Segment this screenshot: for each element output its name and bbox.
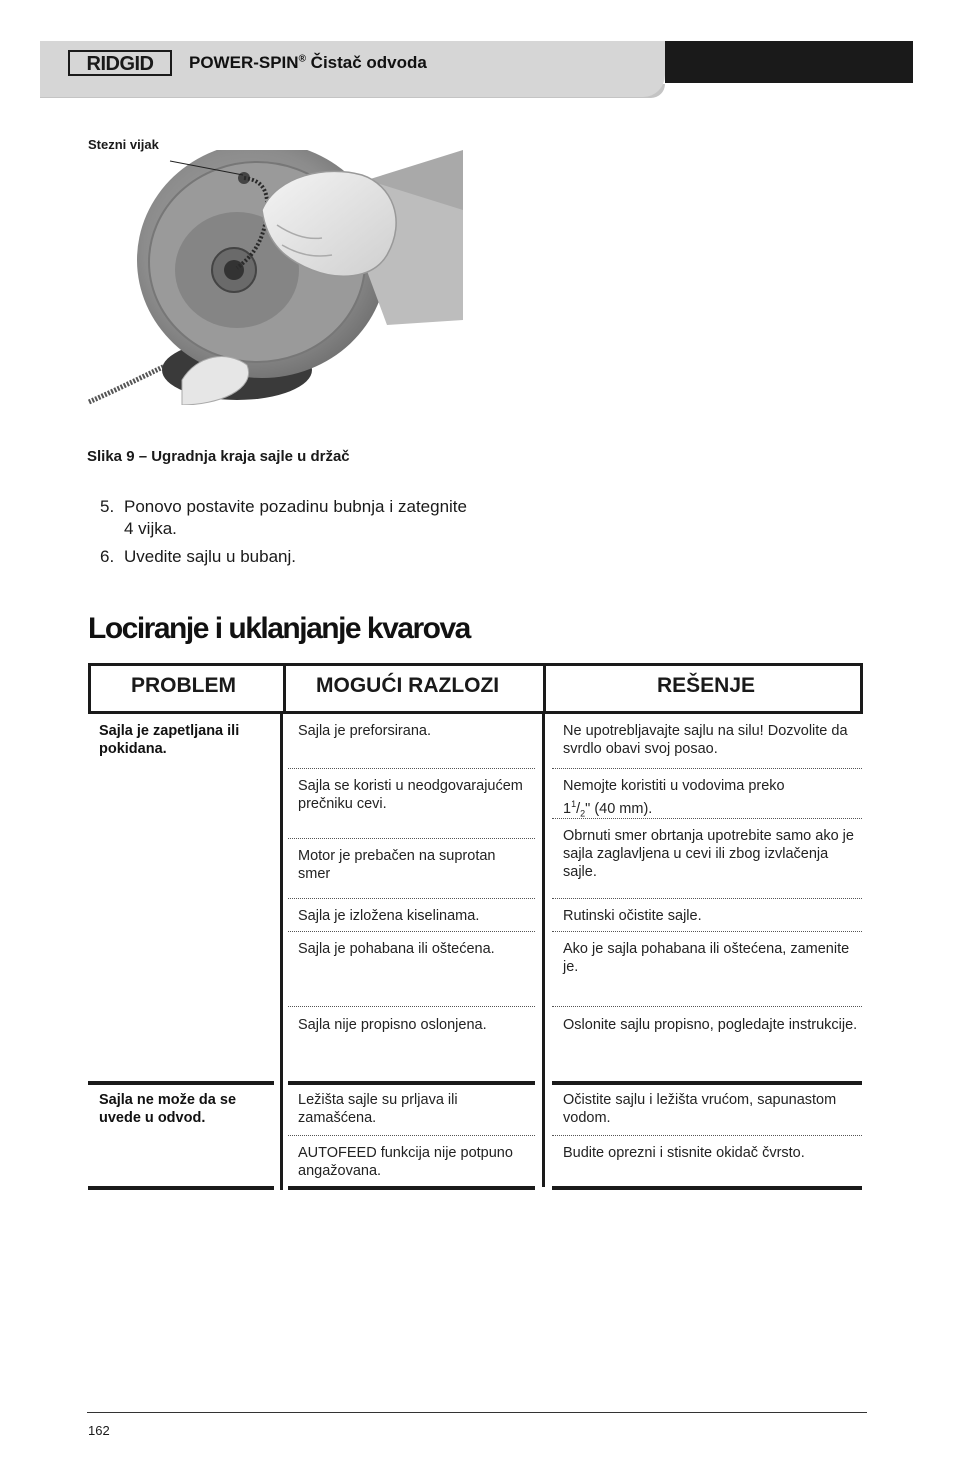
step-item: 5. Ponovo postavite pozadinu bubnja i zategnite 4 vijka. [100,497,467,538]
cause-cell: Sajla je izložena kiselinama. [298,908,480,924]
table-header [88,663,863,714]
row-divider [288,1135,535,1136]
page-number: 162 [88,1423,110,1438]
header-causes: MOGUĆI RAZLOZI [316,674,500,697]
table-bottom-line [552,1186,862,1190]
row-divider [288,1006,535,1007]
section-title: Lociranje i uklanjanje kvarova [88,612,470,645]
solution-cell: Ako je sajla pohabana ili oštećena, zamenite je. [563,941,850,975]
figure-label-stezni-vijak: Stezni vijak [88,137,159,152]
row-divider [288,838,535,839]
table-bottom-line [288,1186,535,1190]
cause-cell: AUTOFEED funkcija nije potpuno angažovana. [298,1145,513,1179]
group-divider [552,1081,862,1085]
header-solution: REŠENJE [657,674,756,697]
solution-cell: Ne upotrebljavajte sajlu na silu! Dozvolite da svrdlo obavi svoj posao. [563,723,848,757]
step-list [100,496,467,574]
header-problem: PROBLEM [131,674,236,697]
solution-cell: Oslonite sajlu propisno, pogledajte instrukcije. [563,1017,858,1033]
row-divider [552,898,862,899]
header-separator [283,666,286,711]
header-title: POWER-SPIN® Čistač odvoda [189,53,427,72]
cause-cell: Ležišta sajle su prljava ili zamašćena. [298,1092,458,1126]
row-divider [288,898,535,899]
problem-cell: Sajla ne može da se uvede u odvod. [99,1092,237,1126]
cause-cell: Motor je prebačen na suprotan smer [298,848,496,882]
logo-text: RIDGID [86,53,154,75]
figure-leader-line [88,153,468,253]
header-black-tab [665,41,913,83]
column-divider [280,714,283,1190]
row-divider [552,1135,862,1136]
footer-rule [87,1412,867,1413]
row-divider [552,1006,862,1007]
cause-cell: Sajla je preforsirana. [298,723,431,739]
column-divider [542,714,545,1187]
figure-caption: Slika 9 – Ugradnja kraja sajle u držač [87,448,350,465]
solution-cell: Nemojte koristiti u vodovima preko $1^1/_2$" (40 mm). [563,778,785,819]
cause-cell: Sajla je pohabana ili oštećena. [298,941,495,957]
row-divider [552,768,862,769]
header-separator [543,666,546,711]
row-divider [288,931,535,932]
cause-cell: Sajla se koristi u neodgovarajućem prečniku cevi. [298,778,523,812]
cause-cell: Sajla nije propisno oslonjena. [298,1017,487,1033]
solution-cell: Rutinski očistite sajle. [563,908,702,924]
solution-cell: Očistite sajlu i ležišta vrućom, sapunastom vodom. [563,1092,837,1126]
row-divider [288,768,535,769]
solution-cell: Obrnuti smer obrtanja upotrebite samo ako je sajla zaglavljena u cevi ili zbog izvlačenja sajle. [563,828,854,880]
ridgid-logo [68,50,172,76]
problem-cell: Sajla je zapetljana ili pokidana. [99,723,240,757]
row-divider [552,931,862,932]
table-bottom-line [88,1186,274,1190]
step-item: 6. Uvedite sajlu u bubanj. [100,547,297,566]
group-divider [288,1081,535,1085]
group-divider [88,1081,274,1085]
solution-cell: Budite oprezni i stisnite okidač čvrsto. [563,1145,805,1161]
